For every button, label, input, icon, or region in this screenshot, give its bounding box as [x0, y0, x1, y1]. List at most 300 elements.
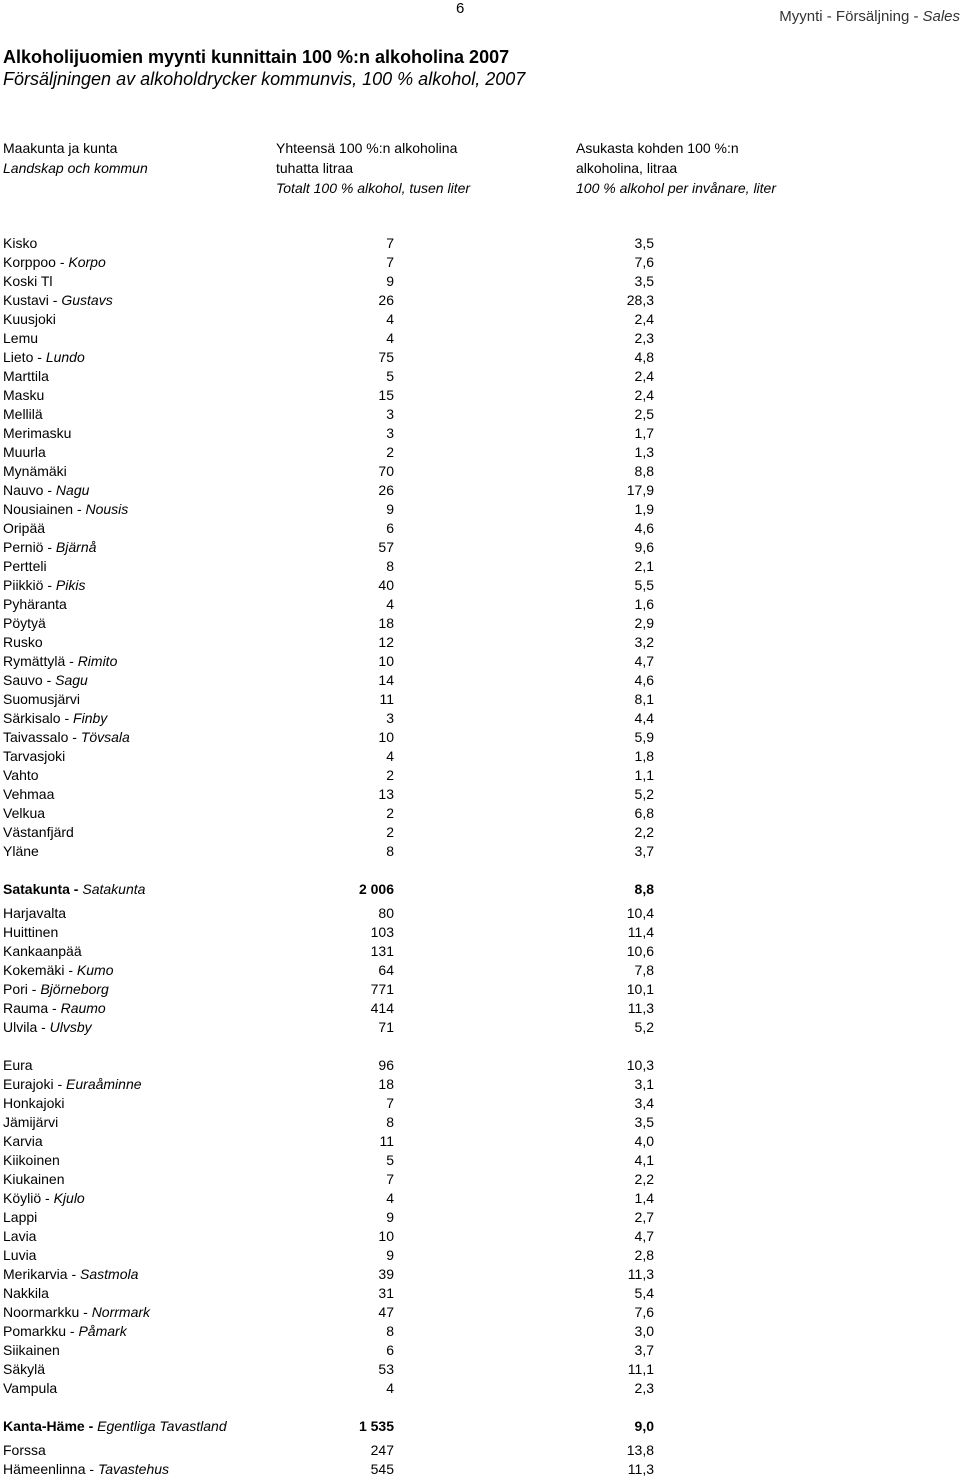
- total-value: 11: [379, 1133, 394, 1149]
- name-swedish: Kjulo: [53, 1190, 85, 1206]
- municipality-name: [3, 980, 109, 999]
- total-value: 11: [379, 691, 394, 707]
- table-row: [0, 1075, 960, 1094]
- total-value: 12: [378, 634, 394, 650]
- name-finnish: Kustavi -: [3, 292, 62, 308]
- total-value: 7: [386, 1095, 394, 1111]
- name-finnish: Oripää: [3, 520, 46, 536]
- total-value: 4: [386, 1190, 394, 1206]
- name-swedish: Rimito: [77, 653, 118, 669]
- municipality-name: [3, 1284, 49, 1303]
- municipality-name: [3, 557, 47, 576]
- per-capita-value: 2,2: [634, 1171, 654, 1187]
- table-row: [0, 329, 960, 348]
- municipality-name: [3, 405, 43, 424]
- municipality-name: [3, 348, 85, 367]
- running-head-en: Sales: [922, 8, 960, 25]
- name-finnish: Nousiainen -: [3, 501, 86, 517]
- per-capita-value: 10,3: [626, 1057, 654, 1073]
- name-swedish: Ulvsby: [49, 1019, 92, 1035]
- name-swedish: Tavastehus: [97, 1461, 170, 1477]
- per-capita-value: 4,7: [634, 1228, 654, 1244]
- municipality-name: [3, 1018, 92, 1037]
- total-value: 9: [386, 501, 394, 517]
- table-row: [0, 234, 960, 253]
- total-value: 2: [386, 444, 394, 460]
- total-value: 414: [370, 1000, 394, 1016]
- total-value: 8: [386, 558, 394, 574]
- municipality-name: [3, 1246, 36, 1265]
- name-finnish: Eura: [3, 1057, 33, 1073]
- name-finnish: Hämeenlinna -: [3, 1461, 98, 1477]
- name-finnish: Vahto: [3, 767, 39, 783]
- table-row: [0, 1056, 960, 1075]
- table-row: [0, 1284, 960, 1303]
- total-value: 3: [386, 406, 394, 422]
- name-finnish: Rymättylä -: [3, 653, 78, 669]
- name-swedish: Lundo: [45, 349, 85, 365]
- per-capita-value: 4,8: [634, 349, 654, 365]
- name-swedish: Euraåminne: [66, 1076, 142, 1092]
- table-row: [0, 386, 960, 405]
- total-value: 26: [378, 482, 394, 498]
- municipality-name: [3, 367, 49, 386]
- municipality-name: [3, 500, 128, 519]
- municipality-name: [3, 1227, 36, 1246]
- total-value: 8: [386, 1323, 394, 1339]
- total-value: 39: [378, 1266, 394, 1282]
- table-row: [0, 348, 960, 367]
- per-capita-value: 3,7: [634, 843, 654, 859]
- total-value: 1 535: [358, 1418, 394, 1434]
- name-finnish: Velkua: [3, 805, 46, 821]
- municipality-name: [3, 386, 44, 405]
- per-capita-value: 5,2: [634, 1019, 654, 1035]
- per-capita-value: 5,5: [634, 577, 654, 593]
- total-value: 9: [386, 1247, 394, 1263]
- municipality-name: [3, 538, 96, 557]
- total-value: 53: [378, 1361, 394, 1377]
- per-capita-value: 2,4: [634, 311, 654, 327]
- table-row: [0, 367, 960, 386]
- per-capita-value: 8,8: [634, 881, 654, 897]
- name-finnish: Pyhäranta: [3, 596, 67, 612]
- total-value: 9: [386, 273, 394, 289]
- name-finnish: Merikarvia -: [3, 1266, 81, 1282]
- municipality-name: [3, 253, 106, 272]
- table-row: [0, 785, 960, 804]
- municipality-name: [3, 747, 65, 766]
- table-row: [0, 904, 960, 923]
- per-capita-value: 11,1: [627, 1361, 654, 1377]
- name-finnish: Lavia: [3, 1228, 37, 1244]
- municipality-name: [3, 519, 45, 538]
- per-capita-value: 3,5: [634, 235, 654, 251]
- table-row: [0, 481, 960, 500]
- table-row: [0, 690, 960, 709]
- total-value: 80: [378, 905, 394, 921]
- municipality-name: [3, 1341, 60, 1360]
- total-value: 4: [386, 1380, 394, 1396]
- region-total-row: [0, 880, 960, 899]
- name-finnish: Säkylä: [3, 1361, 46, 1377]
- name-finnish: Rauma -: [3, 1000, 61, 1016]
- table-row: [0, 671, 960, 690]
- per-capita-value: 2,3: [634, 330, 654, 346]
- name-swedish: Raumo: [60, 1000, 106, 1016]
- name-finnish: Vehmaa: [3, 786, 55, 802]
- total-value: 4: [386, 748, 394, 764]
- running-head: [779, 8, 960, 25]
- per-capita-value: 3,5: [634, 1114, 654, 1130]
- name-finnish: Köyliö -: [3, 1190, 54, 1206]
- table-row: [0, 961, 960, 980]
- per-capita-value: 7,6: [634, 1304, 654, 1320]
- table-row: [0, 1094, 960, 1113]
- municipality-name: [3, 595, 67, 614]
- municipality-name: [3, 728, 130, 747]
- per-capita-value: 7,6: [634, 254, 654, 270]
- per-capita-value: 13,8: [626, 1442, 654, 1458]
- municipality-name: [3, 272, 53, 291]
- name-finnish: Pöytyä: [3, 615, 46, 631]
- per-capita-value: 10,1: [626, 981, 654, 997]
- municipality-name: [3, 310, 56, 329]
- total-value: 131: [370, 943, 394, 959]
- per-capita-value: 7,8: [634, 962, 654, 978]
- table-row: [0, 595, 960, 614]
- table-row: [0, 614, 960, 633]
- name-finnish: Korppoo -: [3, 254, 69, 270]
- total-value: 7: [386, 235, 394, 251]
- per-capita-value: 2,4: [634, 387, 654, 403]
- municipality-name: [3, 443, 46, 462]
- name-finnish: Nauvo -: [3, 482, 56, 498]
- table-row: [0, 942, 960, 961]
- per-capita-value: 28,3: [626, 292, 654, 308]
- table-row: [0, 1341, 960, 1360]
- municipality-name: [3, 462, 67, 481]
- municipality-name: [3, 481, 89, 500]
- per-capita-value: 2,2: [634, 824, 654, 840]
- municipality-name: [3, 614, 46, 633]
- table-row: [0, 804, 960, 823]
- name-finnish: Vampula: [3, 1380, 58, 1396]
- total-value: 247: [370, 1442, 394, 1458]
- table-row: [0, 1360, 960, 1379]
- total-value: 31: [378, 1285, 394, 1301]
- total-value: 4: [386, 596, 394, 612]
- per-capita-value: 4,6: [634, 520, 654, 536]
- per-capita-value: 11,3: [627, 1000, 654, 1016]
- table-row: [0, 980, 960, 999]
- name-swedish: Korpo: [68, 254, 106, 270]
- name-swedish: Sagu: [55, 672, 88, 688]
- total-value: 2 006: [358, 881, 394, 897]
- municipality-name: [3, 329, 38, 348]
- municipality-name: [3, 1417, 227, 1436]
- per-capita-value: 5,4: [634, 1285, 654, 1301]
- total-value: 14: [378, 672, 394, 688]
- municipality-name: [3, 1094, 64, 1113]
- name-finnish: Kanta-Häme -: [3, 1418, 98, 1434]
- total-value: 2: [386, 824, 394, 840]
- table-row: [0, 557, 960, 576]
- column-header-total-fi: Yhteensä 100 %:n alkoholina: [276, 140, 458, 156]
- name-swedish: Nagu: [55, 482, 90, 498]
- total-value: 13: [378, 786, 394, 802]
- name-finnish: Taivassalo -: [3, 729, 81, 745]
- per-capita-value: 3,1: [634, 1076, 654, 1092]
- per-capita-value: 3,0: [634, 1323, 654, 1339]
- name-finnish: Kankaanpää: [3, 943, 82, 959]
- per-capita-value: 1,1: [634, 767, 654, 783]
- municipality-name: [3, 234, 37, 253]
- name-finnish: Kuusjoki: [3, 311, 56, 327]
- name-swedish: Kumo: [76, 962, 114, 978]
- table-row: [0, 1322, 960, 1341]
- column-header-percapita-fi: Asukasta kohden 100 %:n: [576, 140, 739, 156]
- name-finnish: Ulvila -: [3, 1019, 50, 1035]
- page-title-swedish: Försäljningen av alkoholdrycker kommunvis, 100 % alkohol, 2007: [3, 69, 526, 89]
- column-header-percapita-unit: alkoholina, litraa: [576, 160, 678, 176]
- per-capita-value: 9,0: [634, 1418, 654, 1434]
- total-value: 4: [386, 330, 394, 346]
- table-row: [0, 747, 960, 766]
- name-swedish: Sastmola: [80, 1266, 139, 1282]
- name-finnish: Luvia: [3, 1247, 37, 1263]
- name-finnish: Västanfjärd: [3, 824, 74, 840]
- municipality-name: [3, 1360, 45, 1379]
- total-value: 15: [378, 387, 394, 403]
- per-capita-value: 2,7: [634, 1209, 654, 1225]
- per-capita-value: 3,2: [634, 634, 654, 650]
- table-row: [0, 709, 960, 728]
- municipality-name: [3, 1265, 138, 1284]
- name-finnish: Lappi: [3, 1209, 38, 1225]
- name-finnish: Masku: [3, 387, 45, 403]
- table-row: [0, 519, 960, 538]
- name-finnish: Karvia: [3, 1133, 43, 1149]
- municipality-name: [3, 424, 71, 443]
- municipality-name: [3, 1056, 33, 1075]
- table-row: [0, 272, 960, 291]
- table-row: [0, 291, 960, 310]
- total-value: 6: [386, 520, 394, 536]
- name-swedish: Satakunta: [82, 881, 146, 897]
- municipality-name: [3, 1460, 169, 1479]
- municipality-name: [3, 1151, 60, 1170]
- municipality-name: [3, 709, 107, 728]
- total-value: 96: [378, 1057, 394, 1073]
- table-row: [0, 999, 960, 1018]
- name-finnish: Perniö -: [3, 539, 56, 555]
- table-row: [0, 1113, 960, 1132]
- municipality-name: [3, 1441, 46, 1460]
- municipality-name: [3, 1170, 65, 1189]
- column-header-region-sv: Landskap och kommun: [3, 160, 148, 176]
- municipality-name: [3, 1208, 37, 1227]
- per-capita-value: 2,9: [634, 615, 654, 631]
- name-finnish: Mynämäki: [3, 463, 67, 479]
- total-value: 57: [378, 539, 394, 555]
- table-row: [0, 728, 960, 747]
- total-value: 10: [378, 653, 394, 669]
- municipality-name: [3, 804, 45, 823]
- total-value: 10: [378, 1228, 394, 1244]
- name-swedish: Påmark: [78, 1323, 127, 1339]
- per-capita-value: 2,5: [634, 406, 654, 422]
- name-finnish: Rusko: [3, 634, 43, 650]
- per-capita-value: 2,4: [634, 368, 654, 384]
- table-row: [0, 1460, 960, 1479]
- name-finnish: Honkajoki: [3, 1095, 65, 1111]
- per-capita-value: 10,6: [626, 943, 654, 959]
- municipality-name: [3, 823, 74, 842]
- table-row: [0, 633, 960, 652]
- table-row: [0, 766, 960, 785]
- per-capita-value: 4,0: [634, 1133, 654, 1149]
- name-finnish: Särkisalo -: [3, 710, 74, 726]
- total-value: 75: [378, 349, 394, 365]
- name-finnish: Kokemäki -: [3, 962, 77, 978]
- name-finnish: Tarvasjoki: [3, 748, 66, 764]
- per-capita-value: 17,9: [626, 482, 654, 498]
- name-finnish: Satakunta -: [3, 881, 83, 897]
- municipality-name: [3, 690, 80, 709]
- table-row: [0, 462, 960, 481]
- per-capita-value: 1,9: [634, 501, 654, 517]
- per-capita-value: 3,5: [634, 273, 654, 289]
- per-capita-value: 1,4: [634, 1190, 654, 1206]
- name-finnish: Sauvo -: [3, 672, 56, 688]
- name-swedish: Nousis: [85, 501, 129, 517]
- table-row: [0, 1246, 960, 1265]
- table-row: [0, 500, 960, 519]
- total-value: 3: [386, 710, 394, 726]
- name-swedish: Gustavs: [61, 292, 113, 308]
- name-finnish: Marttila: [3, 368, 49, 384]
- per-capita-value: 5,2: [634, 786, 654, 802]
- table-row: [0, 405, 960, 424]
- total-value: 9: [386, 1209, 394, 1225]
- name-finnish: Nakkila: [3, 1285, 49, 1301]
- total-value: 771: [370, 981, 394, 997]
- municipality-name: [3, 880, 145, 899]
- table-row: [0, 1132, 960, 1151]
- municipality-name: [3, 766, 39, 785]
- name-finnish: Eurajoki -: [3, 1076, 67, 1092]
- per-capita-value: 4,4: [634, 710, 654, 726]
- total-value: 70: [378, 463, 394, 479]
- municipality-name: [3, 652, 117, 671]
- name-finnish: Forssa: [3, 1442, 46, 1458]
- municipality-name: [3, 961, 114, 980]
- table-row: [0, 1265, 960, 1284]
- per-capita-value: 1,8: [634, 748, 654, 764]
- page-title: Alkoholijuomien myynti kunnittain 100 %:n alkoholina 2007: [3, 47, 510, 67]
- name-finnish: Muurla: [3, 444, 46, 460]
- per-capita-value: 1,3: [634, 444, 654, 460]
- region-total-row: [0, 1417, 960, 1436]
- name-finnish: Kiikoinen: [3, 1152, 60, 1168]
- municipality-name: [3, 1303, 150, 1322]
- name-swedish: Björneborg: [40, 981, 109, 997]
- total-value: 5: [386, 1152, 394, 1168]
- total-value: 545: [370, 1461, 394, 1477]
- total-value: 71: [378, 1019, 394, 1035]
- municipality-name: [3, 1113, 58, 1132]
- per-capita-value: 2,1: [634, 558, 654, 574]
- name-finnish: Mellilä: [3, 406, 43, 422]
- name-finnish: Yläne: [3, 843, 39, 859]
- per-capita-value: 11,3: [627, 1266, 654, 1282]
- per-capita-value: 4,1: [634, 1152, 654, 1168]
- municipality-name: [3, 923, 58, 942]
- per-capita-value: 4,7: [634, 653, 654, 669]
- name-finnish: Kisko: [3, 235, 38, 251]
- total-value: 5: [386, 368, 394, 384]
- name-finnish: Koski Tl: [3, 273, 53, 289]
- table-row: [0, 1441, 960, 1460]
- table-row: [0, 1151, 960, 1170]
- per-capita-value: 11,3: [627, 1461, 654, 1477]
- table-row: [0, 823, 960, 842]
- per-capita-value: 1,7: [634, 425, 654, 441]
- table-row: [0, 1379, 960, 1398]
- per-capita-value: 1,6: [634, 596, 654, 612]
- total-value: 103: [370, 924, 394, 940]
- municipality-name: [3, 576, 85, 595]
- total-value: 40: [378, 577, 394, 593]
- per-capita-value: 8,8: [634, 463, 654, 479]
- municipality-name: [3, 785, 54, 804]
- name-finnish: Suomusjärvi: [3, 691, 81, 707]
- name-finnish: Pomarkku -: [3, 1323, 79, 1339]
- name-finnish: Lieto -: [3, 349, 46, 365]
- running-head-fi: Myynti - Försäljning -: [779, 8, 919, 25]
- total-value: 18: [378, 1076, 394, 1092]
- municipality-name: [3, 1132, 43, 1151]
- name-finnish: Merimasku: [3, 425, 72, 441]
- name-finnish: Piikkiö -: [3, 577, 56, 593]
- total-value: 3: [386, 425, 394, 441]
- total-value: 10: [378, 729, 394, 745]
- table-row: [0, 576, 960, 595]
- total-value: 7: [386, 1171, 394, 1187]
- municipality-name: [3, 1189, 85, 1208]
- total-value: 2: [386, 767, 394, 783]
- municipality-name: [3, 1322, 127, 1341]
- page-number: 6: [456, 0, 465, 17]
- name-finnish: Huittinen: [3, 924, 59, 940]
- total-value: 64: [378, 962, 394, 978]
- column-header-total-sv: Totalt 100 % alkohol, tusen liter: [276, 180, 471, 196]
- table-row: [0, 1189, 960, 1208]
- municipality-name: [3, 633, 43, 652]
- table-row: [0, 1208, 960, 1227]
- table-row: [0, 253, 960, 272]
- name-finnish: Siikainen: [3, 1342, 60, 1358]
- column-header-total-unit: tuhatta litraa: [276, 160, 354, 176]
- municipality-name: [3, 1379, 57, 1398]
- municipality-name: [3, 999, 106, 1018]
- name-finnish: Pertteli: [3, 558, 47, 574]
- name-swedish: Norrmark: [91, 1304, 151, 1320]
- name-finnish: Pori -: [3, 981, 41, 997]
- total-value: 4: [386, 311, 394, 327]
- table-row: [0, 443, 960, 462]
